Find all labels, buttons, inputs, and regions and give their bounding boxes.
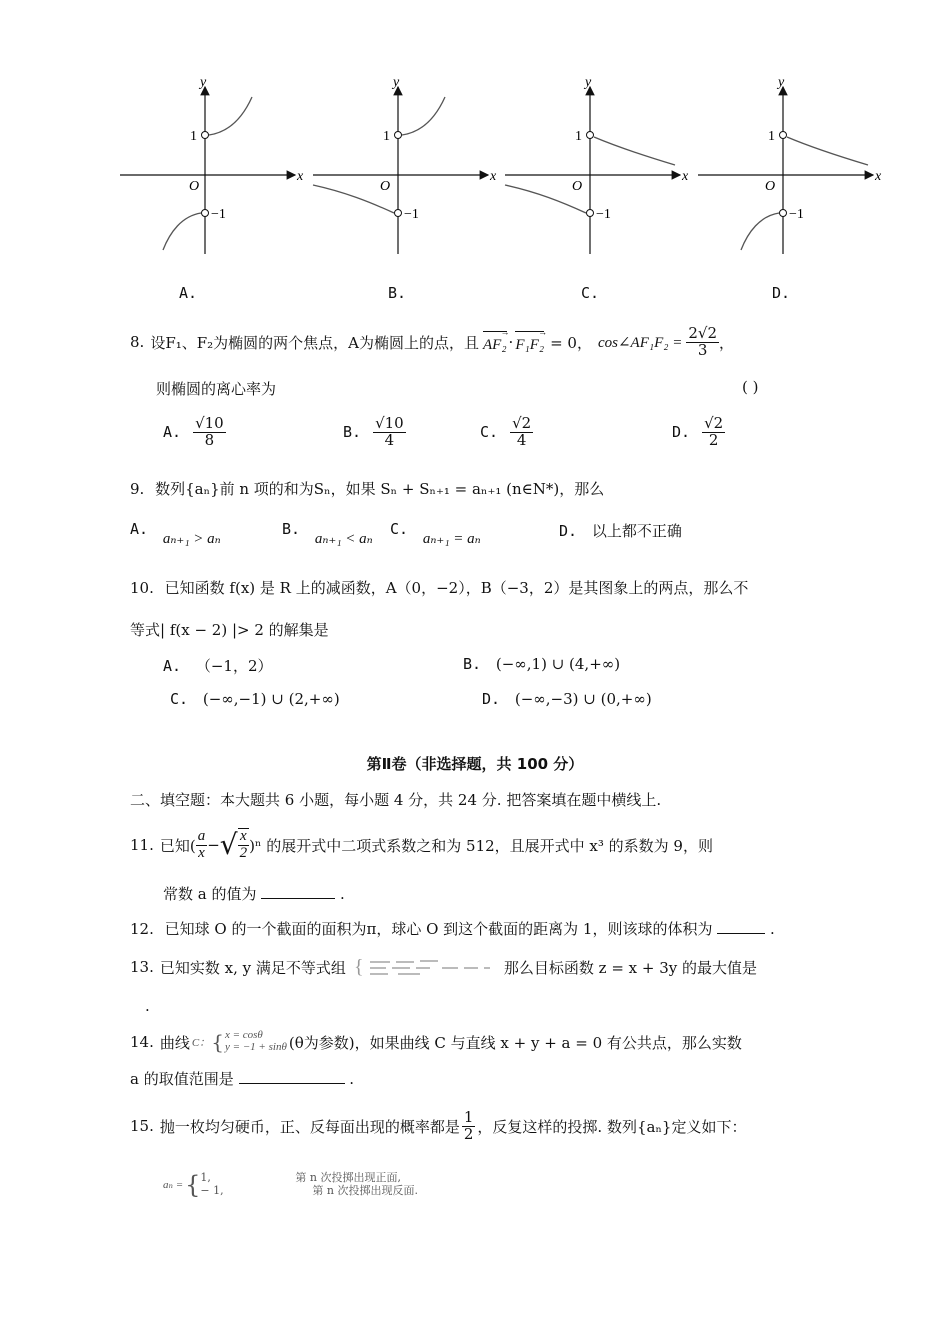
q13-number: 13. [130, 958, 154, 976]
q15-number: 15. [130, 1117, 154, 1135]
q14-curve-c: C： [191, 1037, 211, 1049]
q10-option-a: A. （−1，2） [163, 657, 273, 675]
q8-option-a: A. $\frac{√10}{8}$ [163, 414, 224, 449]
q10-number: 10. [130, 579, 154, 597]
question-13 [130, 955, 757, 979]
q14-answer-blank[interactable] [239, 1069, 345, 1084]
q8-vector-af2: → AF₂ [483, 326, 510, 353]
graph-c-tick-1: 1 [575, 129, 582, 144]
q12-answer-blank[interactable] [717, 919, 765, 934]
graph-a [120, 75, 304, 254]
q8-comma: ， [719, 333, 735, 352]
graph-label-c: C. [581, 284, 600, 302]
q8-text: 设F₁、F₂为椭圆的两个焦点，A为椭圆上的点，且 [150, 333, 479, 352]
q15-pre: 抛一枚均匀硬币，正、反每面出现的概率都是 [159, 1117, 460, 1136]
q11-pre: 已知( [159, 836, 196, 855]
graph-label-b: B. [388, 284, 407, 302]
q15-post: ，反复这样的投掷. 数列{aₙ}定义如下： [477, 1117, 747, 1136]
q8-cos-fraction [686, 323, 719, 359]
q9-text: 数列{aₙ}前 n 项的和为Sₙ，如果 Sₙ + Sₙ₊₁ = aₙ₊₁ (n∈N*)，那么 [155, 480, 605, 498]
graph-c-y-label: y [585, 75, 592, 90]
svg-text:{: { [353, 956, 364, 978]
q14-brace: { [211, 1030, 224, 1054]
q10-option-d: D. (−∞,−3) ∪ (0,+∞) [482, 690, 652, 708]
question-12: 12. 已知球 O 的一个截面的面积为π，球心 O 到这个截面的距离为 1，则该球的体积为 . [130, 920, 775, 938]
q8-cos-den: 3 [697, 340, 708, 359]
q14-number: 14. [130, 1033, 154, 1051]
graph-d [698, 75, 882, 254]
q8-cos: cos∠AF₁F₂ = [597, 334, 683, 351]
graph-d-tick-1: 1 [768, 129, 775, 144]
question-11 [130, 824, 713, 866]
graph-d-tick-minus-1: −1 [789, 207, 804, 222]
q8-option-d: D. $\frac{√2}{2}$ [672, 414, 724, 449]
q14-param: (θ为参数) [288, 1033, 355, 1052]
q13-inequality-system [350, 955, 500, 979]
graph-d-y-label: y [778, 75, 785, 90]
graph-c-tick-minus-1: −1 [596, 207, 611, 222]
q9-option-b: B. aₙ₊₁ < aₙ [282, 520, 373, 547]
q15-an: aₙ = [163, 1179, 184, 1192]
question-9 [130, 478, 604, 499]
q11-answer-blank[interactable] [261, 884, 335, 899]
graph-a-tick-minus-1: −1 [211, 207, 226, 222]
question-14 [130, 1030, 742, 1054]
q11-sqrt: √ $\frac{x}{2}$ [219, 828, 248, 861]
graph-b-origin: O [380, 179, 391, 194]
q9-option-c: C. aₙ₊₁ = aₙ [390, 520, 481, 547]
question-15 [130, 1104, 746, 1148]
q10-line1: 已知函数 f(x) 是 R 上的减函数，A（0，−2），B（−3，2）是其图象上的两点，那么不 [164, 579, 749, 597]
graph-d-origin: O [765, 179, 776, 194]
q11-post: )ⁿ 的展开式中二项式系数之和为 512，且展开式中 x³ 的系数为 9，则 [249, 836, 713, 855]
question-8 [130, 320, 734, 364]
q8-eq-zero: = 0， [550, 333, 592, 352]
q13-line2: . [145, 997, 150, 1015]
q14-sys-2: y = −1 + sinθ [224, 1041, 287, 1053]
q11-fraction-1: $\frac{a}{x}$ [197, 827, 206, 861]
graph-b-y-label: y [393, 75, 400, 90]
q12-text: 已知球 O 的一个截面的面积为π，球心 O 到这个截面的距离为 1，则该球的体积为 [164, 920, 713, 938]
graph-b-tick-1: 1 [383, 129, 390, 144]
q11-minus: − [207, 836, 220, 854]
q14-sys-1: x = cosθ [224, 1029, 263, 1042]
graph-b-tick-minus-1: −1 [404, 207, 419, 222]
q9-number: 9. [130, 480, 145, 498]
function-graphs [110, 72, 900, 262]
q8-answer-paren: ( ) [742, 378, 759, 396]
graph-b [313, 75, 497, 254]
section-2-intro: 二、填空题：本大题共 6 小题，每小题 4 分，共 24 分. 把答案填在题中横线上. [130, 791, 662, 809]
graph-c [505, 75, 689, 254]
q10-line2: 等式| f(x − 2) |> 2 的解集是 [130, 621, 329, 639]
q15-brace: { [185, 1170, 201, 1199]
q15-definition [163, 1172, 418, 1197]
graph-c-origin: O [572, 179, 583, 194]
q14-post: ，如果曲线 C 与直线 x + y + a = 0 有公共点，那么实数 [354, 1033, 742, 1052]
graph-label-d: D. [772, 284, 791, 302]
q12-number: 12. [130, 920, 154, 938]
graph-a-origin: O [189, 179, 200, 194]
q13-pre: 已知实数 x, y 满足不等式组 [159, 958, 346, 977]
q8-cos-num: 2√2 [688, 323, 717, 342]
section-2-title: 第Ⅱ卷（非选择题，共 100 分） [366, 755, 584, 773]
q9-option-d: D. 以上都不正确 [559, 522, 682, 540]
graph-a-tick-1: 1 [190, 129, 197, 144]
q15-cases: 1, 第 n 次投掷出现正面, − 1, 第 n 次投掷出现反面. [200, 1171, 418, 1197]
graph-b-x-label: x [490, 169, 497, 184]
q10-option-b: B. (−∞,1) ∪ (4,+∞) [463, 655, 621, 673]
graph-label-a: A. [179, 284, 198, 302]
q9-option-a: A. aₙ₊₁ > aₙ [130, 520, 221, 547]
q8-option-c: C. $\frac{√2}{4}$ [480, 414, 532, 449]
graph-d-x-label: x [875, 169, 882, 184]
question-10 [130, 577, 748, 598]
q14-pre: 曲线 [159, 1033, 190, 1052]
graph-a-x-label: x [297, 169, 304, 184]
q15-fraction: $\frac{1}{2}$ [463, 1107, 474, 1143]
q11-line2: 常数 a 的值为 . [163, 885, 345, 903]
q13-post: 那么目标函数 z = x + 3y 的最大值是 [503, 958, 758, 977]
graph-a-y-label: y [200, 75, 207, 90]
q14-line2: a 的取值范围是 . [130, 1070, 355, 1088]
q14-system [225, 1030, 287, 1053]
q8-vector-f1f2: → F₁F₂ [515, 326, 548, 353]
q8-dot: · [508, 333, 514, 351]
q10-option-c: C. (−∞,−1) ∪ (2,+∞) [170, 690, 340, 708]
q11-number: 11. [130, 836, 154, 854]
q8-line2: 则椭圆的离心率为 [156, 380, 277, 398]
q8-option-b: B. $\frac{√10}{4}$ [343, 414, 404, 449]
q8-number: 8. [130, 333, 145, 351]
graph-c-x-label: x [682, 169, 689, 184]
